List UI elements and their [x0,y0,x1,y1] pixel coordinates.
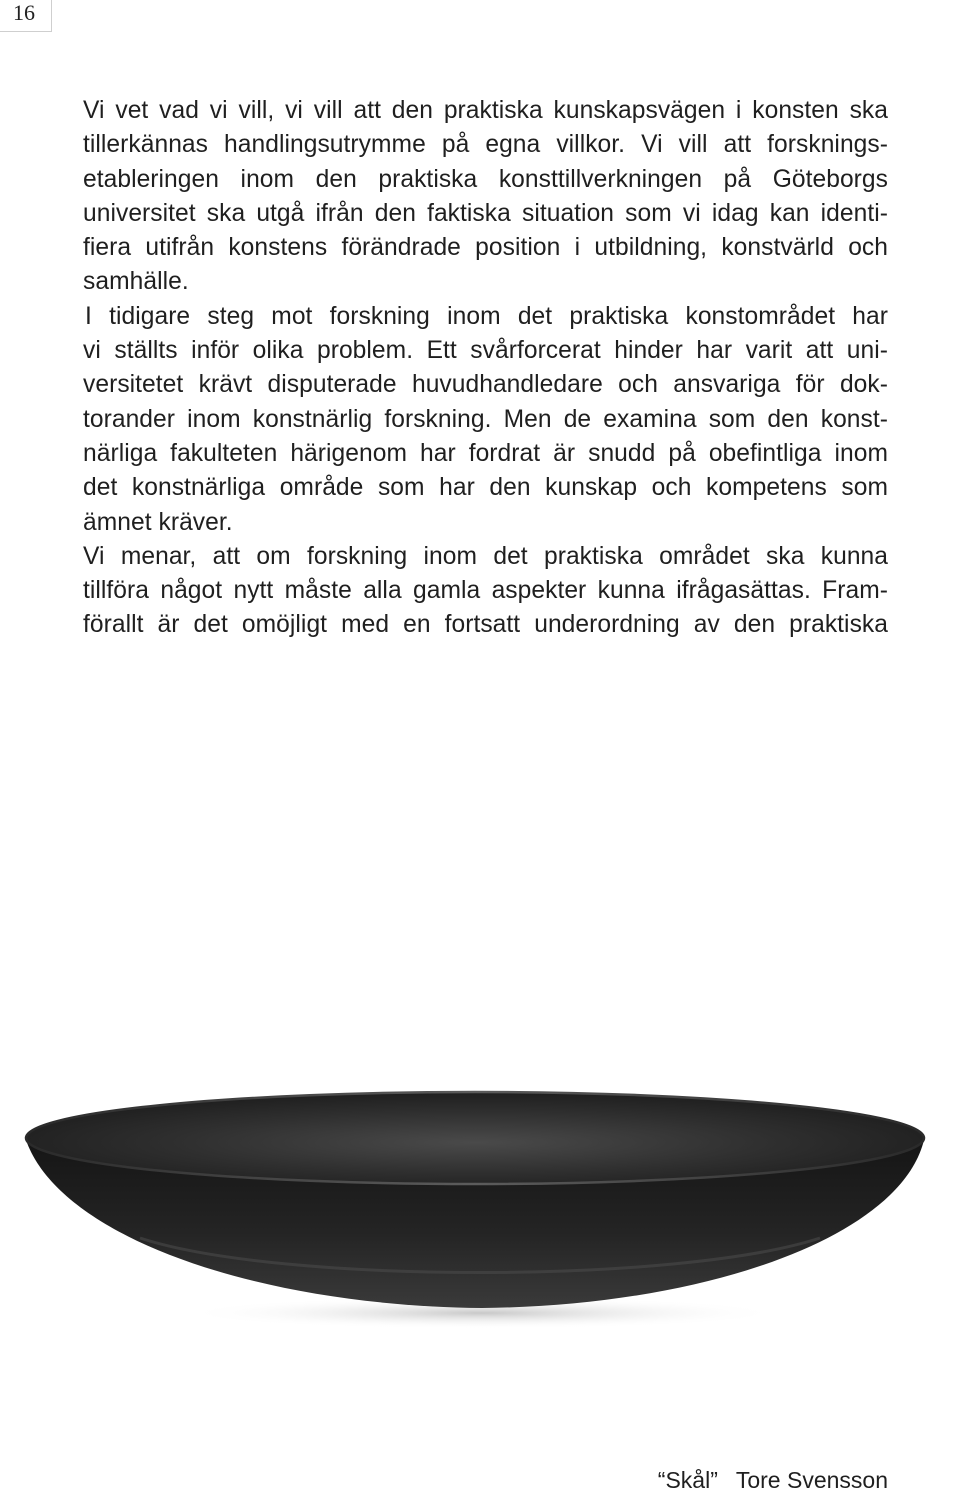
body-line: förallt är det omöjligt med en fortsatt underordning av den praktiska [83,611,888,639]
body-line: Vi menar, att om forskning inom det praktiska området ska kunna [83,542,888,570]
body-text [83,94,888,643]
body-line: etableringen inom den praktiska konsttillverkningen på Göteborgs [83,165,888,193]
body-line: det konstnärliga område som har den kunskap och kompetens som [83,474,888,502]
caption-title: “Skål” [657,1467,718,1493]
caption-artist: Tore Svensson [735,1467,888,1493]
body-line: universitet ska utgå ifrån den faktiska situation som vi idag kan identi- [83,199,888,227]
body-line: vi ställts inför olika problem. Ett svårforcerat hinder har varit att uni- [83,337,888,365]
body-line: tillföra något nytt måste alla gamla aspekter kunna ifrågasättas. Fram- [83,577,888,605]
body-line: ämnet kräver. [83,508,233,536]
bowl-illustration [20,1088,930,1338]
body-line: närliga fakulteten härigenom har fordrat är snudd på obefintliga inom [83,439,888,467]
body-line: Vi vet vad vi vill, vi vill att den praktiska kunskapsvägen i konsten ska [83,97,888,124]
bowl-photo [20,1088,930,1338]
body-line: fiera utifrån konstens förändrade position i utbildning, konstvärld och [83,234,888,262]
body-line: torander inom konstnärlig forskning. Men de examina som den konst- [83,405,888,433]
body-line: versitetet krävt disputerade huvudhandledare och ansvariga för dok- [83,371,888,399]
body-line: I tidigare steg mot forskning inom det praktiska konstområdet har [85,302,888,330]
body-line: tillerkännas handlingsutrymme på egna villkor. Vi vill att forsknings- [83,131,888,159]
page-number: 16 [13,0,35,25]
body-line: samhälle. [83,268,189,296]
figure-caption [658,1466,888,1494]
